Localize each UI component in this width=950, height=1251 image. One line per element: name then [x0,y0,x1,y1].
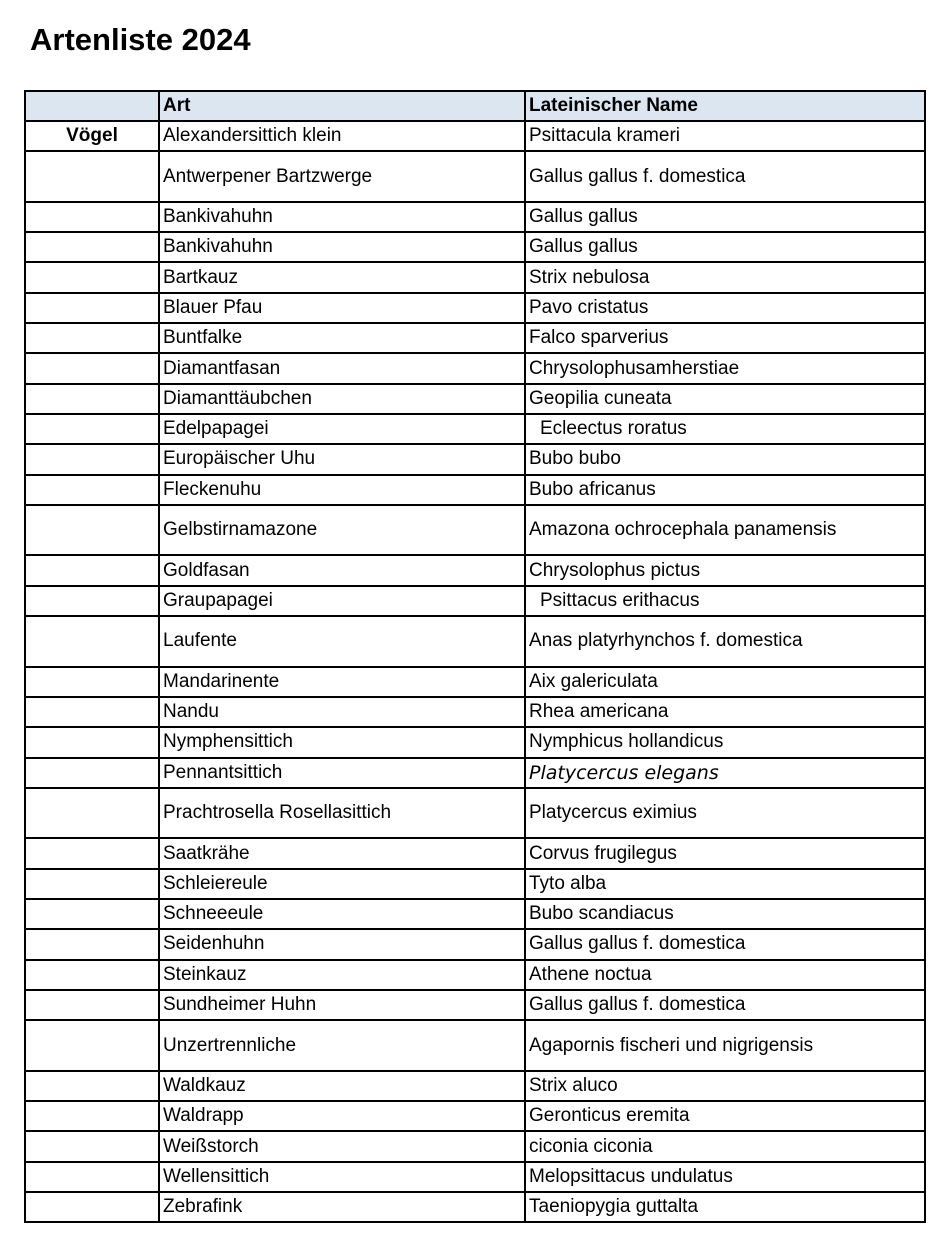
latin-cell: Tyto alba [525,869,925,899]
table-row [25,555,925,585]
table-row [25,1162,925,1192]
group-cell [25,929,159,959]
art-cell: Alexandersittich klein [159,121,525,151]
latin-cell: Geronticus eremita [525,1101,925,1131]
group-cell [25,1071,159,1101]
latin-cell: Rhea americana [525,697,925,727]
table-row [25,869,925,899]
group-cell [25,899,159,929]
latin-cell: Ecleectus roratus [525,414,925,444]
header-art: Art [159,91,525,121]
art-cell: Waldkauz [159,1071,525,1101]
art-cell: Goldfasan [159,555,525,585]
group-cell [25,616,159,667]
latin-cell: Chrysolophusamherstiae [525,353,925,383]
latin-cell: Psittacus erithacus [525,586,925,616]
table-row [25,121,925,151]
table-row [25,697,925,727]
latin-cell: Strix aluco [525,1071,925,1101]
table-row [25,727,925,757]
group-cell [25,1131,159,1161]
art-cell: Blauer Pfau [159,293,525,323]
group-cell [25,667,159,697]
latin-cell: Gallus gallus [525,232,925,262]
table-row [25,353,925,383]
art-cell: Mandarinente [159,667,525,697]
art-cell: Gelbstirnamazone [159,505,525,556]
table-row [25,838,925,868]
latin-cell: Bubo scandiacus [525,899,925,929]
table-row [25,616,925,667]
art-cell: Nandu [159,697,525,727]
group-cell [25,697,159,727]
group-cell: Vögel [25,121,159,151]
group-cell [25,1192,159,1222]
table-row [25,151,925,202]
table-row [25,899,925,929]
group-cell [25,353,159,383]
art-cell: Unzertrennliche [159,1020,525,1071]
table-row [25,262,925,292]
art-cell: Diamanttäubchen [159,384,525,414]
art-cell: Bartkauz [159,262,525,292]
latin-cell: Chrysolophus pictus [525,555,925,585]
group-cell [25,586,159,616]
latin-cell: Strix nebulosa [525,262,925,292]
art-cell: Saatkrähe [159,838,525,868]
group-cell [25,414,159,444]
latin-cell: Melopsittacus undulatus [525,1162,925,1192]
group-cell [25,202,159,232]
group-cell [25,555,159,585]
art-cell: Buntfalke [159,323,525,353]
table-row [25,323,925,353]
group-cell [25,505,159,556]
art-cell: Fleckenuhu [159,475,525,505]
latin-cell: Geopilia cuneata [525,384,925,414]
art-cell: Antwerpener Bartzwerge [159,151,525,202]
table-row [25,788,925,839]
group-cell [25,323,159,353]
art-cell: Nymphensittich [159,727,525,757]
art-cell: Pennantsittich [159,758,525,788]
latin-cell: Athene noctua [525,960,925,990]
latin-cell: Agapornis fischeri und nigrigensis [525,1020,925,1071]
group-cell [25,444,159,474]
table-row [25,1020,925,1071]
table-row [25,1192,925,1222]
latin-cell: Anas platyrhynchos f. domestica [525,616,925,667]
latin-cell: Taeniopygia guttalta [525,1192,925,1222]
species-table [24,90,926,1223]
latin-cell: Pavo cristatus [525,293,925,323]
table-row [25,1071,925,1101]
art-cell: Steinkauz [159,960,525,990]
table-row [25,990,925,1020]
table-row [25,475,925,505]
group-cell [25,990,159,1020]
group-cell [25,293,159,323]
table-row [25,505,925,556]
art-cell: Zebrafink [159,1192,525,1222]
latin-cell: ciconia ciconia [525,1131,925,1161]
group-cell [25,727,159,757]
art-cell: Schleiereule [159,869,525,899]
group-cell [25,788,159,839]
group-cell [25,1020,159,1071]
group-cell [25,1101,159,1131]
latin-cell: Gallus gallus f. domestica [525,151,925,202]
table-row [25,960,925,990]
art-cell: Laufente [159,616,525,667]
art-cell: Sundheimer Huhn [159,990,525,1020]
art-cell: Edelpapagei [159,414,525,444]
group-cell [25,232,159,262]
table-row [25,232,925,262]
table-row [25,1101,925,1131]
latin-cell: Bubo africanus [525,475,925,505]
art-cell: Graupapagei [159,586,525,616]
latin-cell: Corvus frugilegus [525,838,925,868]
table-row [25,384,925,414]
group-cell [25,1162,159,1192]
art-cell: Bankivahuhn [159,202,525,232]
latin-cell: Gallus gallus f. domestica [525,929,925,959]
latin-cell: Platycercus eximius [525,788,925,839]
art-cell: Prachtrosella Rosellasittich [159,788,525,839]
latin-cell: Falco sparverius [525,323,925,353]
table-row [25,293,925,323]
table-row [25,444,925,474]
latin-cell: Gallus gallus f. domestica [525,990,925,1020]
latin-cell: Gallus gallus [525,202,925,232]
table-row [25,667,925,697]
latin-cell: Bubo bubo [525,444,925,474]
table-header-row [25,91,925,121]
latin-cell: Nymphicus hollandicus [525,727,925,757]
header-latin-name: Lateinischer Name [525,91,925,121]
art-cell: Schneeeule [159,899,525,929]
table-row [25,586,925,616]
group-cell [25,475,159,505]
group-cell [25,960,159,990]
latin-cell: Psittacula krameri [525,121,925,151]
latin-cell: Aix galericulata [525,667,925,697]
art-cell: Wellensittich [159,1162,525,1192]
art-cell: Europäischer Uhu [159,444,525,474]
table-row [25,202,925,232]
art-cell: Bankivahuhn [159,232,525,262]
group-cell [25,838,159,868]
group-cell [25,262,159,292]
group-cell [25,151,159,202]
art-cell: Diamantfasan [159,353,525,383]
header-group [25,91,159,121]
page-title: Artenliste 2024 [30,22,251,57]
table-row [25,929,925,959]
art-cell: Weißstorch [159,1131,525,1161]
latin-cell: Platycercus elegans [525,758,925,788]
table-row [25,758,925,788]
latin-cell: Amazona ochrocephala panamensis [525,505,925,556]
group-cell [25,384,159,414]
art-cell: Waldrapp [159,1101,525,1131]
group-cell [25,869,159,899]
table-row [25,1131,925,1161]
group-cell [25,758,159,788]
table-row [25,414,925,444]
art-cell: Seidenhuhn [159,929,525,959]
